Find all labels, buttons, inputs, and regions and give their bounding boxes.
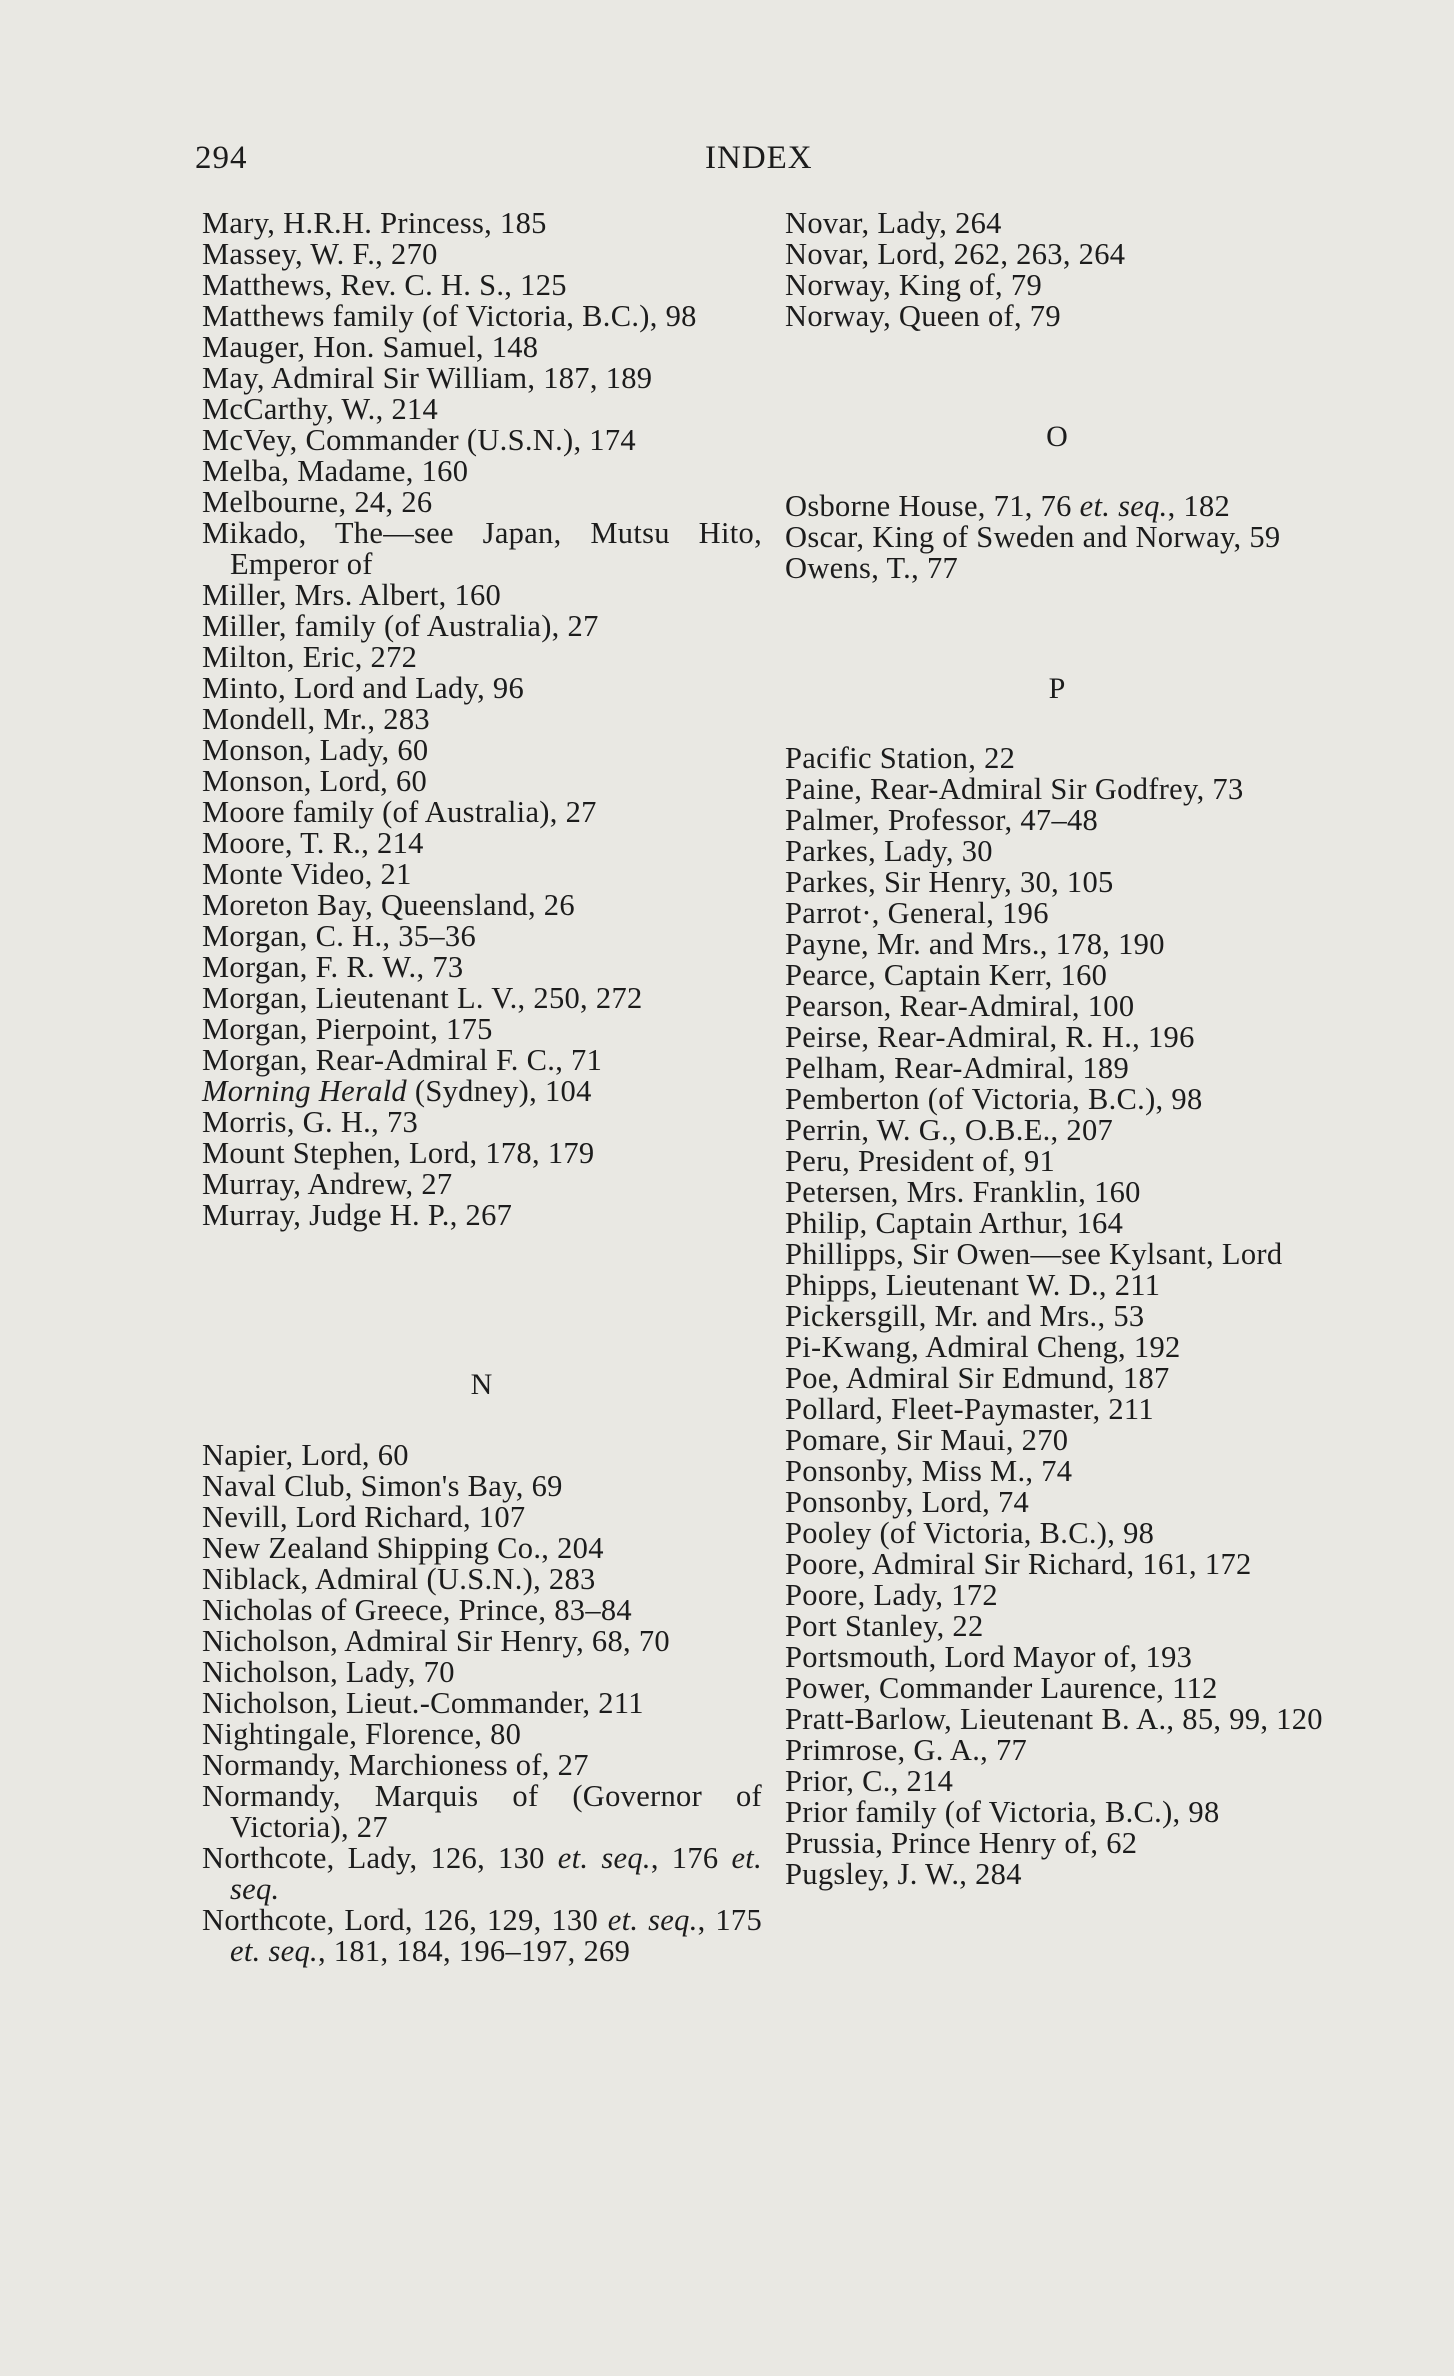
- index-entry: Paine, Rear-Admiral Sir Godfrey, 73: [785, 772, 1244, 806]
- section-letter-p: P: [1048, 672, 1067, 705]
- index-entry: McVey, Commander (U.S.N.), 174: [202, 423, 636, 457]
- index-entry: Perrin, W. G., O.B.E., 207: [785, 1113, 1114, 1147]
- index-entry: Norway, King of, 79: [785, 268, 1042, 302]
- index-entry: Monson, Lord, 60: [202, 764, 428, 798]
- index-entries-m: [202, 208, 762, 1231]
- index-entry: Pollard, Fleet-Paymaster, 211: [785, 1392, 1154, 1426]
- index-entry: Ponsonby, Lord, 74: [785, 1485, 1030, 1519]
- index-entry: Owens, T., 77: [785, 551, 959, 585]
- index-entry: Phillipps, Sir Owen—see Kylsant, Lord: [785, 1237, 1283, 1271]
- index-entry: Nevill, Lord Richard, 107: [202, 1500, 526, 1534]
- index-entry: Massey, W. F., 270: [202, 237, 438, 271]
- index-entry: Nicholson, Lieut.-Commander, 211: [202, 1686, 644, 1720]
- index-entry: Nicholson, Lady, 70: [202, 1655, 455, 1689]
- index-entry: Oscar, King of Sweden and Norway, 59: [785, 520, 1281, 554]
- index-entry: Morgan, Pierpoint, 175: [202, 1012, 493, 1046]
- index-entry: Mondell, Mr., 283: [202, 702, 430, 736]
- index-entry: Pugsley, J. W., 284: [785, 1857, 1022, 1891]
- index-entry-osborne: [785, 491, 1330, 522]
- index-entry: Pickersgill, Mr. and Mrs., 53: [785, 1299, 1145, 1333]
- index-entry: Primrose, G. A., 77: [785, 1733, 1028, 1767]
- index-entry: Nightingale, Florence, 80: [202, 1717, 522, 1751]
- index-entry: Pemberton (of Victoria, B.C.), 98: [785, 1082, 1203, 1116]
- index-entry: Minto, Lord and Lady, 96: [202, 671, 525, 705]
- index-entry: Norway, Queen of, 79: [785, 299, 1061, 333]
- index-entry: Moore, T. R., 214: [202, 826, 424, 860]
- index-entry: New Zealand Shipping Co., 204: [202, 1531, 604, 1565]
- index-entries-p: [785, 743, 1330, 1890]
- index-entry: Philip, Captain Arthur, 164: [785, 1206, 1124, 1240]
- index-entries-o: [785, 491, 1330, 584]
- index-entry: Petersen, Mrs. Franklin, 160: [785, 1175, 1141, 1209]
- index-entry: Prior, C., 214: [785, 1764, 954, 1798]
- index-entry: Morgan, Rear-Admiral F. C., 71: [202, 1043, 603, 1077]
- entry-text: (Sydney), 104: [406, 1074, 592, 1108]
- index-entry: Morgan, C. H., 35–36: [202, 919, 477, 953]
- index-entry: Mary, H.R.H. Princess, 185: [202, 206, 547, 240]
- index-entry: Peirse, Rear-Admiral, R. H., 196: [785, 1020, 1195, 1054]
- index-entry: Payne, Mr. and Mrs., 178, 190: [785, 927, 1165, 961]
- index-entry: Murray, Andrew, 27: [202, 1167, 453, 1201]
- running-head: INDEX: [705, 140, 813, 176]
- index-entry: Phipps, Lieutenant W. D., 211: [785, 1268, 1161, 1302]
- index-entry: Peru, President of, 91: [785, 1144, 1056, 1178]
- entry-text: Northcote, Lord, 126, 129, 130: [202, 1903, 608, 1937]
- index-entry: Morgan, F. R. W., 73: [202, 950, 464, 984]
- index-entry: Pearce, Captain Kerr, 160: [785, 958, 1108, 992]
- index-entry: Nicholson, Admiral Sir Henry, 68, 70: [202, 1624, 670, 1658]
- index-entry: Monte Video, 21: [202, 857, 412, 891]
- index-entry: Pratt-Barlow, Lieutenant B. A., 85, 99, 120: [785, 1702, 1323, 1736]
- index-entry: Portsmouth, Lord Mayor of, 193: [785, 1640, 1193, 1674]
- index-entry: Novar, Lady, 264: [785, 206, 1002, 240]
- index-entry: Power, Commander Laurence, 112: [785, 1671, 1218, 1705]
- index-entry: Poore, Lady, 172: [785, 1578, 998, 1612]
- et-seq: et. seq.: [607, 1903, 698, 1937]
- index-entry: Miller, family (of Australia), 27: [202, 609, 599, 643]
- entry-text: , 176: [650, 1841, 732, 1875]
- index-entry-northcote-lady: [202, 1843, 762, 1905]
- index-entry: Novar, Lord, 262, 263, 264: [785, 237, 1126, 271]
- index-entry: Ponsonby, Miss M., 74: [785, 1454, 1073, 1488]
- et-seq: et. seq.: [557, 1841, 651, 1875]
- section-letter-o: O: [1046, 420, 1069, 453]
- index-entry: Prussia, Prince Henry of, 62: [785, 1826, 1138, 1860]
- index-entry: Miller, Mrs. Albert, 160: [202, 578, 502, 612]
- index-entry: Pi-Kwang, Admiral Cheng, 192: [785, 1330, 1181, 1364]
- index-entry: Murray, Judge H. P., 267: [202, 1198, 513, 1232]
- index-entry: Prior family (of Victoria, B.C.), 98: [785, 1795, 1220, 1829]
- index-entry: Naval Club, Simon's Bay, 69: [202, 1469, 563, 1503]
- index-entry: Monson, Lady, 60: [202, 733, 429, 767]
- entry-text: , 175: [697, 1903, 762, 1937]
- index-entry: Matthews, Rev. C. H. S., 125: [202, 268, 567, 302]
- index-entry: Napier, Lord, 60: [202, 1438, 409, 1472]
- entry-text: , 182: [1167, 489, 1231, 523]
- index-entry: Pelham, Rear-Admiral, 189: [785, 1051, 1129, 1085]
- entry-text: Osborne House, 71, 76: [785, 489, 1080, 523]
- index-entry: Pooley (of Victoria, B.C.), 98: [785, 1516, 1155, 1550]
- index-entry: Parrot·, General, 196: [785, 896, 1049, 930]
- entry-text: , 181, 184, 196–197, 269: [317, 1934, 631, 1968]
- et-seq: et. seq.: [230, 1934, 318, 1968]
- index-entry: Nicholas of Greece, Prince, 83–84: [202, 1593, 632, 1627]
- et-seq: et. seq.: [230, 1841, 762, 1906]
- page-number: 294: [195, 140, 248, 176]
- index-entry: Mauger, Hon. Samuel, 148: [202, 330, 539, 364]
- index-entry: Normandy, Marchioness of, 27: [202, 1748, 589, 1782]
- entry-text: Northcote, Lady, 126, 130: [202, 1841, 558, 1875]
- index-entry: Melbourne, 24, 26: [202, 485, 433, 519]
- page-header: [195, 140, 1325, 190]
- index-entry: Moore family (of Australia), 27: [202, 795, 597, 829]
- index-entry: Moreton Bay, Queensland, 26: [202, 888, 575, 922]
- index-entry: McCarthy, W., 214: [202, 392, 439, 426]
- index-entry: Parkes, Lady, 30: [785, 834, 993, 868]
- index-entry-morning-herald: [202, 1076, 762, 1107]
- index-entry: Mikado, The—see Japan, Mutsu Hito, Emperor of: [202, 516, 762, 581]
- index-entry: Parkes, Sir Henry, 30, 105: [785, 865, 1114, 899]
- index-entry: Normandy, Marquis of (Governor of Victoria), 27: [202, 1779, 762, 1844]
- index-entries-n: [202, 1440, 762, 1967]
- index-entry: Palmer, Professor, 47–48: [785, 803, 1099, 837]
- index-entry: Pacific Station, 22: [785, 741, 1016, 775]
- et-seq: et. seq.: [1079, 489, 1168, 523]
- index-entry: Pomare, Sir Maui, 270: [785, 1423, 1069, 1457]
- index-entry: Poe, Admiral Sir Edmund, 187: [785, 1361, 1170, 1395]
- index-entry: Milton, Eric, 272: [202, 640, 418, 674]
- publication-title: Morning Herald: [202, 1074, 407, 1108]
- index-entry: Poore, Admiral Sir Richard, 161, 172: [785, 1547, 1252, 1581]
- index-entry: Port Stanley, 22: [785, 1609, 984, 1643]
- index-entry-northcote-lord: [202, 1905, 762, 1967]
- index-entries-n-cont: [785, 208, 1330, 332]
- index-entry: Matthews family (of Victoria, B.C.), 98: [202, 299, 697, 333]
- index-entry: Niblack, Admiral (U.S.N.), 283: [202, 1562, 596, 1596]
- index-entry: Melba, Madame, 160: [202, 454, 469, 488]
- index-entry: Pearson, Rear-Admiral, 100: [785, 989, 1135, 1023]
- index-entry: Morgan, Lieutenant L. V., 250, 272: [202, 981, 643, 1015]
- section-letter-n: N: [470, 1368, 494, 1401]
- index-entry: Morris, G. H., 73: [202, 1105, 419, 1139]
- index-column-left: [202, 208, 762, 1967]
- index-column-right: [785, 208, 1330, 1890]
- index-entry: May, Admiral Sir William, 187, 189: [202, 361, 653, 395]
- index-entry: Mount Stephen, Lord, 178, 179: [202, 1136, 595, 1170]
